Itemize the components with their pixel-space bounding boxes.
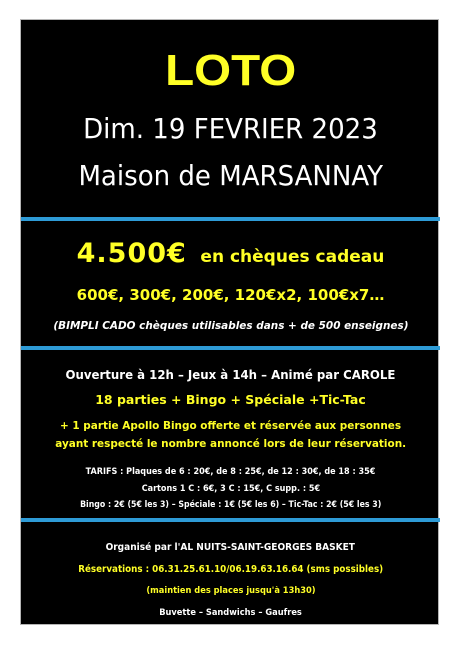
prize-note — [21, 314, 440, 333]
tarifs-line2-text: Cartons 1 C : 6€, 3 C : 15€, C supp. : 5€ — [141, 484, 320, 494]
prize-breakdown — [21, 285, 440, 304]
program-bonus-line2-text: ayant respecté le nombre annoncé lors de leur réservation. — [55, 437, 406, 450]
prize-breakdown-text: 600€, 300€, 200€, 120€x2, 100€x7… — [76, 286, 385, 304]
tarifs-line3 — [21, 492, 440, 511]
footer-organizer — [21, 535, 440, 554]
footer-reservations-text: Réservations : 06.31.25.61.10/06.19.63.16.64 (sms possibles) — [78, 564, 383, 575]
program-schedule — [21, 364, 440, 383]
program-schedule-text: Ouverture à 12h – Jeux à 14h – Animé par CAROLE — [65, 367, 396, 382]
event-venue-text: Maison de MARSANNAY — [78, 159, 383, 192]
prize-amount-value: 4.500€ — [76, 238, 187, 269]
footer-hold-note — [21, 578, 440, 597]
footer-refreshments — [21, 600, 440, 619]
prize-amount — [21, 238, 440, 269]
loto-poster — [20, 19, 439, 625]
event-venue — [21, 159, 440, 192]
footer-hold-note-text: (maintien des places jusqu'à 13h30) — [145, 586, 316, 596]
program-games-text: 18 parties + Bingo + Spéciale +Tic-Tac — [95, 392, 366, 407]
footer-organizer-text: Organisé par l'AL NUITS-SAINT-GEORGES BASKET — [105, 542, 356, 553]
program-bonus-line1 — [21, 414, 440, 433]
prize-note-text: (BIMPLI CADO chèques utilisables dans + de 500 enseignes) — [52, 319, 409, 332]
tarifs-line1-text: TARIFS : Plaques de 6 : 20€, de 8 : 25€, de 12 : 30€, de 18 : 35€ — [85, 467, 376, 477]
separator-3 — [21, 518, 440, 522]
program-games — [21, 389, 440, 408]
separator-2 — [21, 346, 440, 350]
footer-refreshments-text: Buvette – Sandwichs – Gaufres — [159, 608, 302, 618]
event-date — [21, 112, 440, 145]
program-bonus-line1-text: + 1 partie Apollo Bingo offerte et réservée aux personnes — [59, 419, 402, 432]
tarifs-line3-text: Bingo : 2€ (5€ les 3) – Spéciale : 1€ (5€ les 6) – Tic-Tac : 2€ (5€ les 3) — [79, 500, 382, 510]
footer-reservations — [21, 557, 440, 576]
prize-amount-suffix: en chèques cadeau — [200, 247, 385, 267]
separator-1 — [21, 217, 440, 221]
event-date-text: Dim. 19 FEVRIER 2023 — [83, 112, 378, 145]
program-bonus-line2 — [21, 432, 440, 451]
poster-title-text: LOTO — [164, 46, 297, 95]
poster-title — [21, 46, 440, 96]
